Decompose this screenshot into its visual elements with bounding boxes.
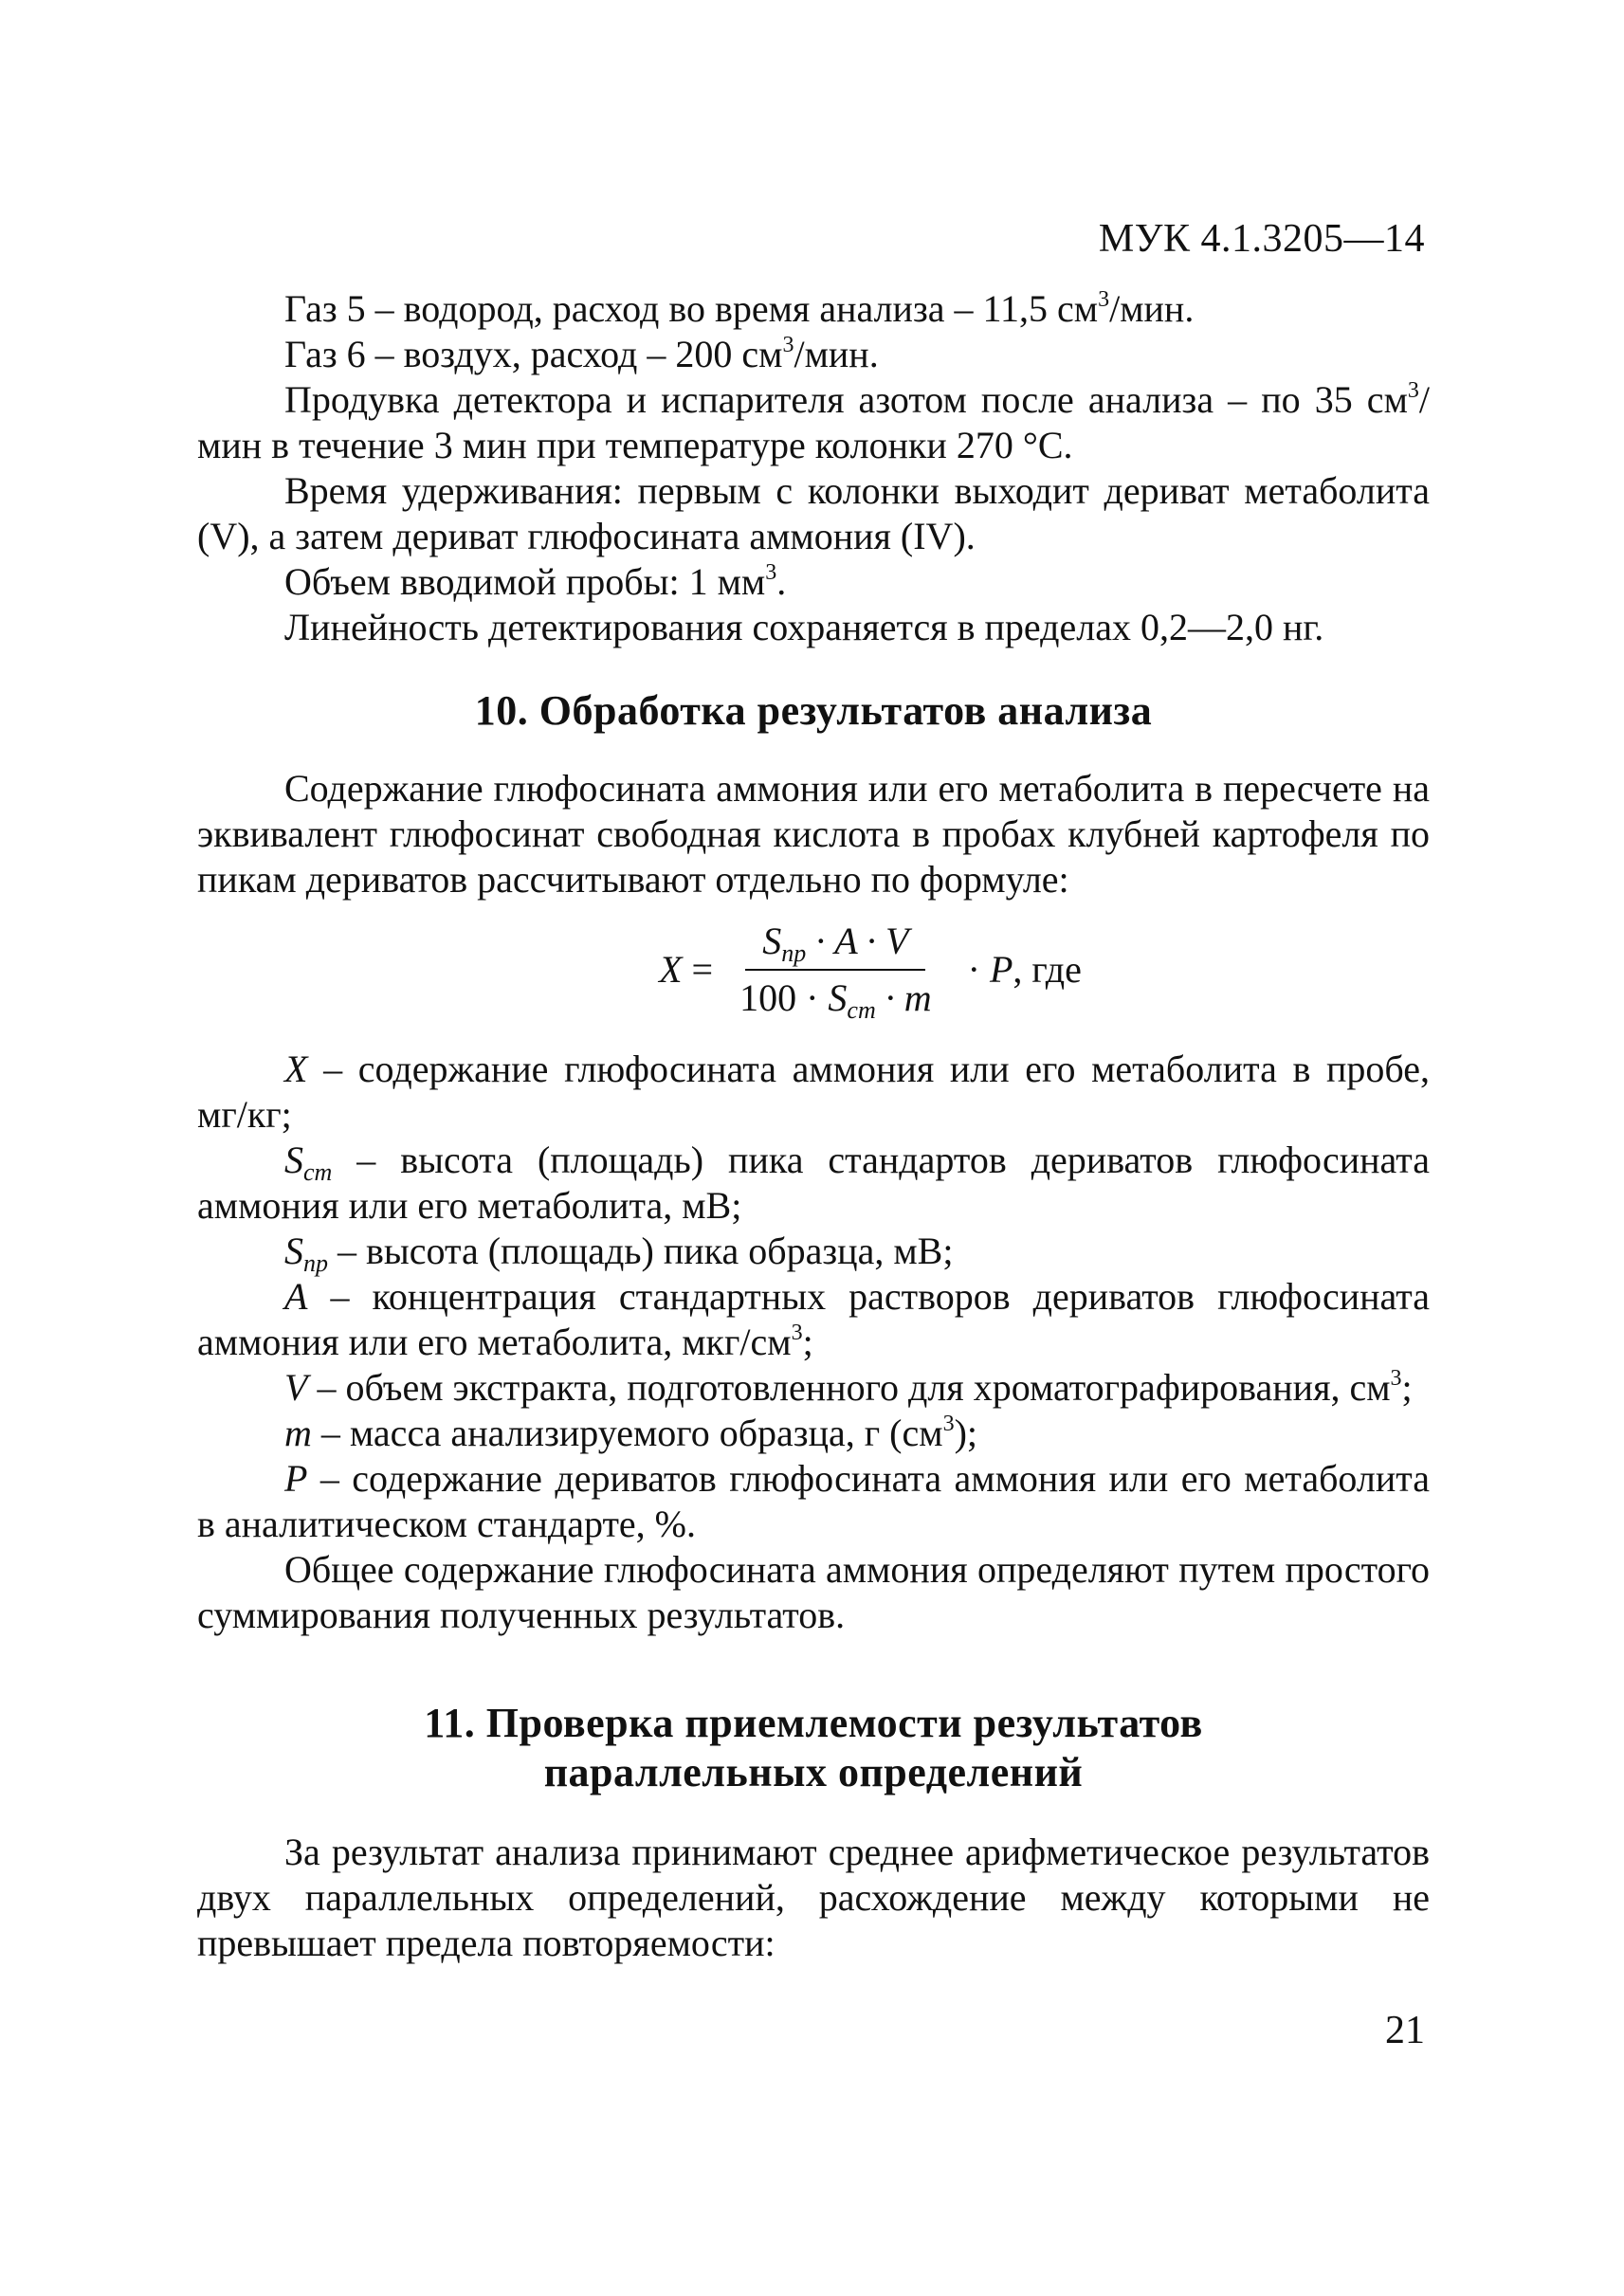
definition-s-st-text: – высота (площадь) пика стандартов дериватов глюфосината аммония или его метаболита, мВ; [197, 1139, 1430, 1227]
retention-paragraph: Время удерживания: первым с колонки выходит дериват метаболита (V), а затем дериват глюфосината аммония (IV). [197, 469, 1430, 557]
denominator-rest: · m [875, 976, 932, 1019]
gas6-line [197, 332, 1430, 377]
superscript-3: 3 [942, 1412, 955, 1436]
superscript-3: 3 [1407, 378, 1419, 403]
definition-a-end: ; [802, 1321, 813, 1363]
denominator-s: S [828, 976, 848, 1019]
definition-a-text: – концентрация стандартных растворов дериватов глюфосината аммония или его метаболита, мкг/см [197, 1275, 1430, 1363]
page-content [197, 286, 1430, 1966]
section-10-paragraph: Содержание глюфосината аммония или его метаболита в пересчете на эквивалент глюфосинат свободная кислота в пробах клубней картофеля по пикам дериватов рассчитывают отдельно по формуле: [197, 767, 1430, 901]
purge-text-end: /мин в течение 3 мин при температуре колонки 270 °С. [197, 378, 1430, 466]
volume-line [197, 559, 1430, 605]
formula-lhs: X [659, 948, 683, 991]
definition-s-st [197, 1138, 1430, 1229]
gas5-line [197, 286, 1430, 332]
denominator-s-subscript: ст [847, 996, 876, 1024]
definition-p-symbol: P [284, 1457, 308, 1500]
superscript-3: 3 [765, 560, 777, 585]
formula-equals: = [691, 948, 714, 991]
definition-s-st-subscript: ст [303, 1158, 333, 1186]
definition-m [197, 1411, 1430, 1456]
superscript-3: 3 [782, 333, 794, 357]
section-11-title-line-1: 11. Проверка приемлемости результатов [424, 1700, 1203, 1746]
section-11-title-line-2: параллельных определений [543, 1749, 1084, 1795]
definition-x-symbol: X [284, 1048, 308, 1090]
formula-fraction [722, 918, 949, 1022]
definition-v-symbol: V [284, 1366, 308, 1409]
section-11-paragraph: За результат анализа принимают среднее арифметическое результатов двух параллельных определений, расхождение между которыми не превышает предела повторяемости: [197, 1831, 1430, 1964]
volume-end: . [776, 560, 787, 603]
definition-a [197, 1274, 1430, 1365]
formula [197, 908, 1430, 1031]
definition-v [197, 1365, 1430, 1411]
linearity-paragraph: Линейность детектирования сохраняется в пределах 0,2—2,0 нг. [284, 606, 1324, 648]
purge-paragraph [197, 377, 1430, 468]
definition-s-pr-subscript: пр [303, 1249, 328, 1277]
definition-x-text: – содержание глюфосината аммония или его метаболита в пробе, мг/кг; [197, 1048, 1430, 1136]
total-content-paragraph: Общее содержание глюфосината аммония определяют путем простого суммирования полученных результатов. [197, 1548, 1430, 1636]
volume-text: Объем вводимой пробы: 1 мм [284, 560, 766, 603]
definition-s-pr [197, 1229, 1430, 1277]
superscript-3: 3 [1390, 1366, 1402, 1391]
formula-denominator [722, 971, 949, 1022]
definition-v-end: ; [1401, 1366, 1413, 1409]
formula-where: , где [1013, 948, 1082, 991]
definition-m-text: – масса анализируемого образца, г (см [311, 1412, 943, 1454]
definition-s-pr-symbol: S [284, 1230, 303, 1272]
definition-v-text: – объем экстракта, подготовленного для хроматографирования, см [307, 1366, 1391, 1409]
definition-p [197, 1456, 1430, 1547]
section-11-title [197, 1699, 1430, 1797]
gas6-text: Газ 6 – воздух, расход – 200 см [284, 333, 783, 375]
section-10-title: 10. Обработка результатов анализа [474, 687, 1153, 734]
numerator-s-subscript: пр [781, 939, 807, 967]
definition-m-symbol: m [284, 1412, 312, 1454]
formula-numerator [745, 918, 925, 971]
definition-x [197, 1047, 1430, 1138]
gas6-unit: /мин. [794, 333, 879, 375]
page-number: 21 [1385, 2009, 1425, 2052]
numerator-rest: · A · V [806, 920, 909, 962]
numerator-s: S [762, 920, 782, 962]
gas5-unit: /мин. [1109, 287, 1195, 330]
superscript-3: 3 [791, 1321, 803, 1345]
denominator-coefficient: 100 · [739, 976, 829, 1019]
definition-s-pr-text: – высота (площадь) пика образца, мВ; [328, 1230, 954, 1272]
superscript-3: 3 [1098, 287, 1110, 312]
definition-s-st-symbol: S [284, 1139, 303, 1181]
definition-m-end: ); [954, 1412, 977, 1454]
document-code-header: МУК 4.1.3205—14 [1098, 217, 1425, 261]
purge-text: Продувка детектора и испарителя азотом после анализа – по 35 см [284, 378, 1408, 421]
formula-p: P [989, 948, 1013, 991]
gas5-text: Газ 5 – водород, расход во время анализа – 11,5 см [284, 287, 1099, 330]
definition-p-text: – содержание дериватов глюфосината аммония или его метаболита в аналитическом стандарте, %. [197, 1457, 1430, 1545]
formula-dot: · [958, 948, 990, 991]
definition-a-symbol: A [284, 1275, 308, 1318]
